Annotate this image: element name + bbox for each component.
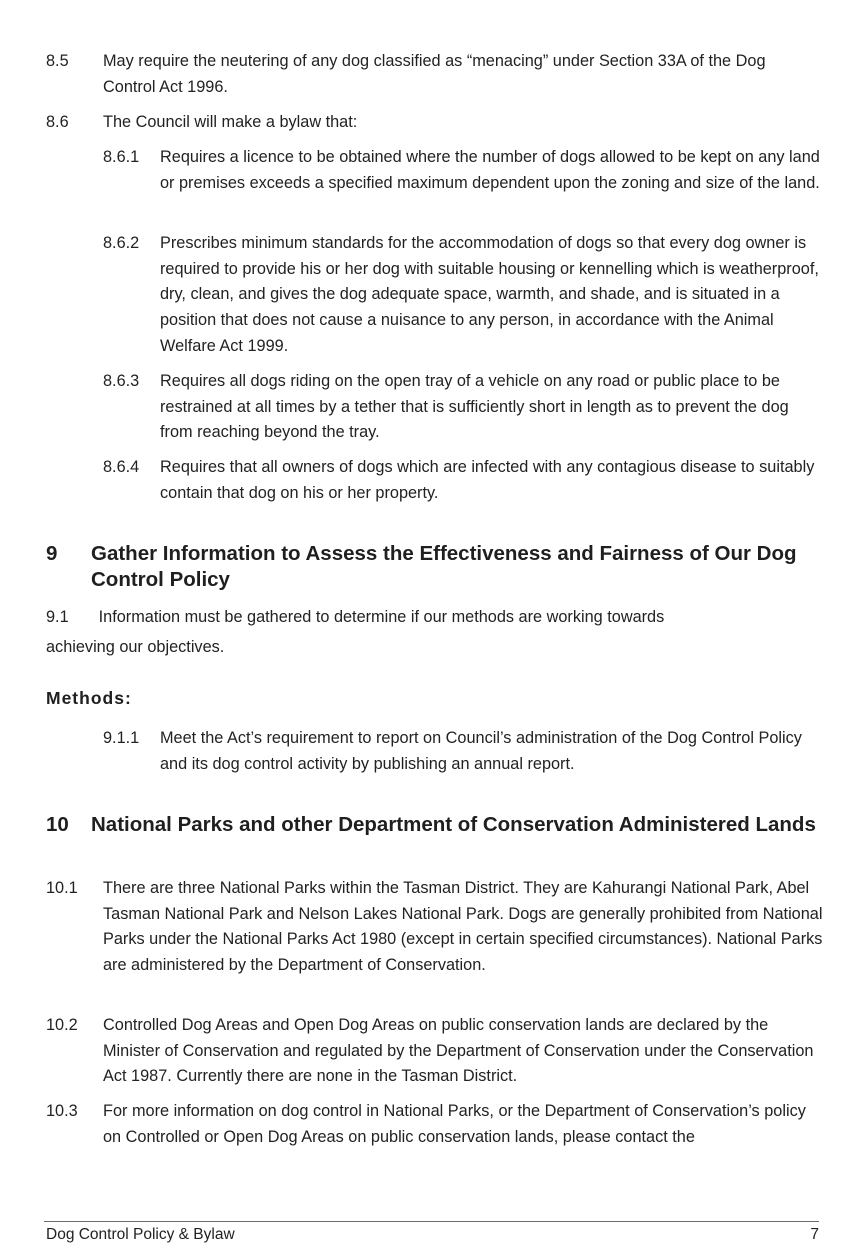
clause-text: There are three National Parks within the Tasman District. They are Kahurangi National Park, Abel Tasman National Park and Nelson Lakes National Park. Dogs are generally prohibited from National Parks under the National Parks Act 1980 (except in certain specified circumstances). National Parks are administered by the Department of Conservation. [103,879,823,975]
footer-divider [44,1221,819,1222]
clause-number: 10.3 [46,1102,78,1120]
clause-number: 10.2 [46,1016,78,1034]
footer-page-number: 7 [810,1226,819,1243]
clause-text: For more information on dog control in National Parks, or the Department of Conservation’s policy on Controlled or Open Dog Areas on public conservation lands, please contact the [103,1102,806,1146]
clause-text: May require the neutering of any dog classified as “menacing” under Section 33A of the Dog Control Act 1996. [103,52,766,96]
clause-text-continued: achieving our objectives. [46,638,225,656]
footer-document-title: Dog Control Policy & Bylaw [46,1226,235,1243]
clause-text: Requires a licence to be obtained where the number of dogs allowed to be kept on any land or premises exceeds a specified maximum dependent upon the zoning and size of the land. [160,148,820,192]
clause-text: Requires that all owners of dogs which are infected with any contagious disease to suitably contain that dog on his or her property. [160,458,815,502]
clause-number: 9.1 [46,608,69,626]
methods-label: Methods: [46,688,132,708]
clause-number: 10.1 [46,879,78,897]
section-number: 10 [46,813,69,836]
clause-number: 8.6.1 [103,148,140,166]
clause-number: 8.6 [46,113,69,131]
clause-text: Meet the Act’s requirement to report on Council’s administration of the Dog Control Policy and its dog control activity by publishing an annual report. [160,729,802,773]
section-number: 9 [46,542,58,565]
clause-9-1 [46,605,826,631]
clause-number: 8.5 [46,52,69,70]
clause-number: 8.6.3 [103,372,140,390]
clause-number: 8.6.4 [103,458,140,476]
clause-number: 9.1.1 [103,729,140,747]
clause-text: Prescribes minimum standards for the accommodation of dogs so that every dog owner is required to provide his or her dog with suitable housing or kennelling which is weatherproof, dry, clean, and gives the dog adequate space, warmth, and shade, and is situated in a position that does not cause a nuisance to any person, in accordance with the Animal Welfare Act 1999. [160,234,819,355]
clause-9-1-continued [46,635,826,661]
clause-text: Controlled Dog Areas and Open Dog Areas on public conservation lands are declared by the Minister of Conservation and regulated by the Department of Conservation under the Conservation Act 1987. Currently there are none in the Tasman District. [103,1016,814,1086]
clause-text: Information must be gathered to determine if our methods are working towards [98,608,665,626]
clause-number: 8.6.2 [103,234,140,252]
clause-text: Requires all dogs riding on the open tray of a vehicle on any road or public place to be restrained at all times by a tether that is sufficiently short in length as to prevent the dog from reaching beyond the tray. [160,372,789,442]
section-title: Gather Information to Assess the Effectiveness and Fairness of Our Dog Control Policy [91,542,797,591]
section-title: National Parks and other Department of Conservation Administered Lands [91,813,816,836]
clause-text: The Council will make a bylaw that: [103,113,358,131]
